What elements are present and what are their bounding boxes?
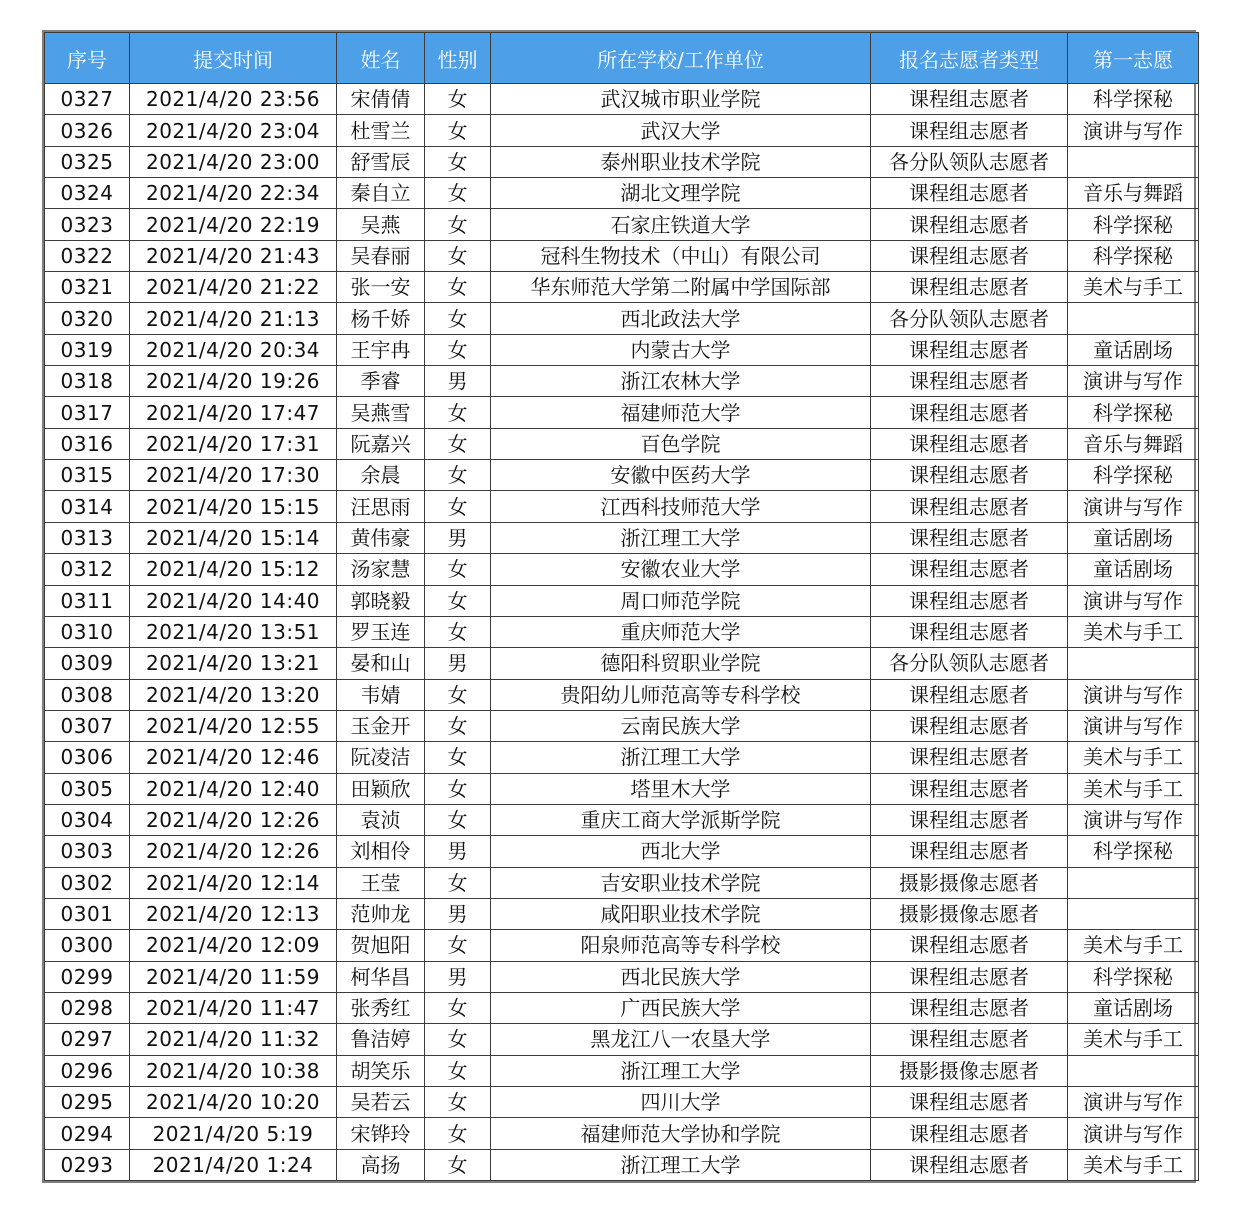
cell-volunteer-type: 课程组志愿者 <box>871 334 1068 365</box>
cell-id: 0316 <box>45 428 130 459</box>
cell-first-choice: 美术与手工 <box>1068 742 1199 773</box>
cell-name: 阮凌洁 <box>337 742 425 773</box>
cell-volunteer-type: 课程组志愿者 <box>871 992 1068 1023</box>
cell-gender: 女 <box>425 1024 491 1055</box>
cell-id: 0313 <box>45 522 130 553</box>
cell-gender: 女 <box>425 303 491 334</box>
cell-first-choice: 演讲与写作 <box>1068 366 1199 397</box>
cell-submit-time: 2021/4/20 12:14 <box>130 867 337 898</box>
header-name: 姓名 <box>337 33 425 84</box>
cell-id: 0306 <box>45 742 130 773</box>
cell-gender: 女 <box>425 84 491 115</box>
cell-id: 0298 <box>45 992 130 1023</box>
header-row <box>45 33 1199 84</box>
cell-first-choice <box>1068 146 1199 177</box>
cell-submit-time: 2021/4/20 10:20 <box>130 1087 337 1118</box>
cell-name: 田颖欣 <box>337 773 425 804</box>
cell-school: 重庆师范大学 <box>491 616 871 647</box>
table-row <box>45 648 1199 679</box>
cell-id: 0294 <box>45 1118 130 1149</box>
cell-name: 阮嘉兴 <box>337 428 425 459</box>
cell-name: 韦婧 <box>337 679 425 710</box>
cell-gender: 男 <box>425 366 491 397</box>
cell-school: 武汉城市职业学院 <box>491 84 871 115</box>
cell-name: 王宇冉 <box>337 334 425 365</box>
cell-first-choice: 美术与手工 <box>1068 1024 1199 1055</box>
cell-school: 福建师范大学 <box>491 397 871 428</box>
cell-gender: 女 <box>425 334 491 365</box>
cell-school: 湖北文理学院 <box>491 178 871 209</box>
cell-school: 浙江理工大学 <box>491 1149 871 1180</box>
cell-id: 0314 <box>45 491 130 522</box>
cell-school: 安徽中医药大学 <box>491 460 871 491</box>
cell-school: 西北大学 <box>491 836 871 867</box>
cell-volunteer-type: 课程组志愿者 <box>871 742 1068 773</box>
cell-name: 高扬 <box>337 1149 425 1180</box>
cell-name: 吴燕 <box>337 209 425 240</box>
table-row <box>45 742 1199 773</box>
cell-name: 舒雪辰 <box>337 146 425 177</box>
cell-school: 黑龙江八一农垦大学 <box>491 1024 871 1055</box>
table-row <box>45 710 1199 741</box>
cell-submit-time: 2021/4/20 23:56 <box>130 84 337 115</box>
cell-submit-time: 2021/4/20 12:46 <box>130 742 337 773</box>
cell-volunteer-type: 课程组志愿者 <box>871 804 1068 835</box>
cell-volunteer-type: 课程组志愿者 <box>871 1024 1068 1055</box>
cell-volunteer-type: 课程组志愿者 <box>871 460 1068 491</box>
cell-volunteer-type: 摄影摄像志愿者 <box>871 1055 1068 1086</box>
cell-volunteer-type: 课程组志愿者 <box>871 930 1068 961</box>
table-row <box>45 1024 1199 1055</box>
cell-volunteer-type: 课程组志愿者 <box>871 397 1068 428</box>
cell-first-choice: 科学探秘 <box>1068 209 1199 240</box>
table-row <box>45 522 1199 553</box>
cell-volunteer-type: 课程组志愿者 <box>871 961 1068 992</box>
cell-submit-time: 2021/4/20 15:15 <box>130 491 337 522</box>
cell-volunteer-type: 课程组志愿者 <box>871 84 1068 115</box>
volunteer-table-container <box>42 30 1196 1183</box>
cell-name: 刘相伶 <box>337 836 425 867</box>
cell-volunteer-type: 课程组志愿者 <box>871 240 1068 271</box>
cell-school: 塔里木大学 <box>491 773 871 804</box>
cell-id: 0304 <box>45 804 130 835</box>
cell-first-choice: 童话剧场 <box>1068 992 1199 1023</box>
cell-volunteer-type: 课程组志愿者 <box>871 1087 1068 1118</box>
cell-id: 0312 <box>45 554 130 585</box>
cell-submit-time: 2021/4/20 12:13 <box>130 898 337 929</box>
cell-school: 华东师范大学第二附属中学国际部 <box>491 272 871 303</box>
cell-volunteer-type: 课程组志愿者 <box>871 428 1068 459</box>
cell-name: 杨千娇 <box>337 303 425 334</box>
cell-gender: 女 <box>425 1087 491 1118</box>
cell-gender: 女 <box>425 1149 491 1180</box>
cell-first-choice: 美术与手工 <box>1068 930 1199 961</box>
cell-first-choice: 演讲与写作 <box>1068 679 1199 710</box>
cell-id: 0319 <box>45 334 130 365</box>
cell-id: 0315 <box>45 460 130 491</box>
cell-first-choice: 演讲与写作 <box>1068 491 1199 522</box>
cell-first-choice: 童话剧场 <box>1068 554 1199 585</box>
cell-gender: 女 <box>425 930 491 961</box>
table-body <box>45 84 1199 1181</box>
cell-gender: 女 <box>425 1118 491 1149</box>
cell-volunteer-type: 课程组志愿者 <box>871 585 1068 616</box>
cell-school: 德阳科贸职业学院 <box>491 648 871 679</box>
cell-gender: 男 <box>425 522 491 553</box>
cell-volunteer-type: 各分队领队志愿者 <box>871 146 1068 177</box>
cell-gender: 女 <box>425 240 491 271</box>
cell-volunteer-type: 课程组志愿者 <box>871 272 1068 303</box>
cell-submit-time: 2021/4/20 22:19 <box>130 209 337 240</box>
cell-name: 晏和山 <box>337 648 425 679</box>
cell-first-choice <box>1068 648 1199 679</box>
cell-name: 宋铧玲 <box>337 1118 425 1149</box>
header-gender: 性别 <box>425 33 491 84</box>
cell-school: 泰州职业技术学院 <box>491 146 871 177</box>
cell-id: 0300 <box>45 930 130 961</box>
cell-volunteer-type: 课程组志愿者 <box>871 491 1068 522</box>
cell-id: 0303 <box>45 836 130 867</box>
cell-gender: 女 <box>425 554 491 585</box>
cell-volunteer-type: 课程组志愿者 <box>871 679 1068 710</box>
cell-gender: 女 <box>425 178 491 209</box>
cell-name: 罗玉连 <box>337 616 425 647</box>
cell-first-choice: 音乐与舞蹈 <box>1068 178 1199 209</box>
cell-name: 宋倩倩 <box>337 84 425 115</box>
cell-submit-time: 2021/4/20 12:40 <box>130 773 337 804</box>
cell-id: 0309 <box>45 648 130 679</box>
cell-id: 0293 <box>45 1149 130 1180</box>
cell-first-choice <box>1068 1055 1199 1086</box>
cell-gender: 女 <box>425 710 491 741</box>
cell-first-choice: 美术与手工 <box>1068 272 1199 303</box>
cell-school: 内蒙古大学 <box>491 334 871 365</box>
table-row <box>45 992 1199 1023</box>
cell-first-choice: 演讲与写作 <box>1068 1118 1199 1149</box>
cell-first-choice: 科学探秘 <box>1068 836 1199 867</box>
cell-submit-time: 2021/4/20 21:22 <box>130 272 337 303</box>
table-row <box>45 898 1199 929</box>
cell-name: 吴春丽 <box>337 240 425 271</box>
header-id: 序号 <box>45 33 130 84</box>
cell-name: 范帅龙 <box>337 898 425 929</box>
cell-gender: 女 <box>425 397 491 428</box>
cell-id: 0322 <box>45 240 130 271</box>
cell-submit-time: 2021/4/20 11:32 <box>130 1024 337 1055</box>
cell-gender: 男 <box>425 961 491 992</box>
cell-gender: 女 <box>425 992 491 1023</box>
cell-first-choice: 音乐与舞蹈 <box>1068 428 1199 459</box>
header-first-choice: 第一志愿 <box>1068 33 1199 84</box>
cell-volunteer-type: 各分队领队志愿者 <box>871 648 1068 679</box>
cell-name: 季睿 <box>337 366 425 397</box>
table-row <box>45 585 1199 616</box>
cell-school: 武汉大学 <box>491 115 871 146</box>
cell-id: 0297 <box>45 1024 130 1055</box>
table-row <box>45 867 1199 898</box>
cell-school: 百色学院 <box>491 428 871 459</box>
table-row <box>45 616 1199 647</box>
cell-gender: 女 <box>425 679 491 710</box>
cell-submit-time: 2021/4/20 1:24 <box>130 1149 337 1180</box>
cell-submit-time: 2021/4/20 12:26 <box>130 804 337 835</box>
cell-school: 浙江农林大学 <box>491 366 871 397</box>
cell-gender: 女 <box>425 115 491 146</box>
table-row <box>45 1118 1199 1149</box>
cell-school: 浙江理工大学 <box>491 1055 871 1086</box>
cell-submit-time: 2021/4/20 13:20 <box>130 679 337 710</box>
cell-submit-time: 2021/4/20 15:14 <box>130 522 337 553</box>
cell-volunteer-type: 课程组志愿者 <box>871 178 1068 209</box>
cell-id: 0296 <box>45 1055 130 1086</box>
table-row <box>45 1055 1199 1086</box>
cell-id: 0325 <box>45 146 130 177</box>
cell-name: 余晨 <box>337 460 425 491</box>
cell-school: 四川大学 <box>491 1087 871 1118</box>
table-row <box>45 460 1199 491</box>
cell-gender: 女 <box>425 272 491 303</box>
cell-submit-time: 2021/4/20 17:47 <box>130 397 337 428</box>
cell-gender: 男 <box>425 648 491 679</box>
cell-name: 汪思雨 <box>337 491 425 522</box>
cell-gender: 女 <box>425 773 491 804</box>
cell-name: 黄伟豪 <box>337 522 425 553</box>
cell-first-choice <box>1068 867 1199 898</box>
table-row <box>45 1087 1199 1118</box>
cell-school: 云南民族大学 <box>491 710 871 741</box>
table-row <box>45 240 1199 271</box>
cell-gender: 女 <box>425 209 491 240</box>
cell-first-choice: 童话剧场 <box>1068 522 1199 553</box>
cell-gender: 男 <box>425 898 491 929</box>
cell-volunteer-type: 摄影摄像志愿者 <box>871 898 1068 929</box>
table-row <box>45 804 1199 835</box>
table-row <box>45 178 1199 209</box>
cell-submit-time: 2021/4/20 15:12 <box>130 554 337 585</box>
cell-volunteer-type: 课程组志愿者 <box>871 1118 1068 1149</box>
cell-first-choice: 美术与手工 <box>1068 773 1199 804</box>
cell-submit-time: 2021/4/20 5:19 <box>130 1118 337 1149</box>
table-row <box>45 397 1199 428</box>
cell-name: 张秀红 <box>337 992 425 1023</box>
table-row <box>45 84 1199 115</box>
cell-id: 0320 <box>45 303 130 334</box>
cell-volunteer-type: 课程组志愿者 <box>871 773 1068 804</box>
table-header <box>45 33 1199 84</box>
cell-school: 广西民族大学 <box>491 992 871 1023</box>
cell-id: 0305 <box>45 773 130 804</box>
table-row <box>45 272 1199 303</box>
cell-first-choice: 演讲与写作 <box>1068 710 1199 741</box>
cell-submit-time: 2021/4/20 12:26 <box>130 836 337 867</box>
cell-submit-time: 2021/4/20 20:34 <box>130 334 337 365</box>
cell-school: 吉安职业技术学院 <box>491 867 871 898</box>
cell-school: 安徽农业大学 <box>491 554 871 585</box>
cell-submit-time: 2021/4/20 21:43 <box>130 240 337 271</box>
cell-school: 咸阳职业技术学院 <box>491 898 871 929</box>
cell-school: 江西科技师范大学 <box>491 491 871 522</box>
cell-school: 贵阳幼儿师范高等专科学校 <box>491 679 871 710</box>
cell-name: 张一安 <box>337 272 425 303</box>
cell-submit-time: 2021/4/20 13:51 <box>130 616 337 647</box>
table-row <box>45 209 1199 240</box>
cell-volunteer-type: 课程组志愿者 <box>871 115 1068 146</box>
cell-id: 0299 <box>45 961 130 992</box>
cell-id: 0307 <box>45 710 130 741</box>
table-row <box>45 366 1199 397</box>
cell-volunteer-type: 课程组志愿者 <box>871 616 1068 647</box>
table-row <box>45 303 1199 334</box>
cell-id: 0302 <box>45 867 130 898</box>
cell-name: 吴燕雪 <box>337 397 425 428</box>
cell-submit-time: 2021/4/20 22:34 <box>130 178 337 209</box>
cell-first-choice: 演讲与写作 <box>1068 585 1199 616</box>
cell-submit-time: 2021/4/20 17:30 <box>130 460 337 491</box>
cell-volunteer-type: 摄影摄像志愿者 <box>871 867 1068 898</box>
cell-gender: 女 <box>425 1055 491 1086</box>
cell-id: 0310 <box>45 616 130 647</box>
cell-first-choice: 科学探秘 <box>1068 460 1199 491</box>
cell-first-choice: 演讲与写作 <box>1068 804 1199 835</box>
cell-school: 西北民族大学 <box>491 961 871 992</box>
table-row <box>45 773 1199 804</box>
cell-first-choice: 演讲与写作 <box>1068 1087 1199 1118</box>
cell-id: 0308 <box>45 679 130 710</box>
cell-first-choice: 科学探秘 <box>1068 397 1199 428</box>
cell-first-choice: 科学探秘 <box>1068 240 1199 271</box>
cell-name: 汤家慧 <box>337 554 425 585</box>
cell-name: 秦自立 <box>337 178 425 209</box>
table-row <box>45 146 1199 177</box>
cell-first-choice: 科学探秘 <box>1068 961 1199 992</box>
cell-submit-time: 2021/4/20 17:31 <box>130 428 337 459</box>
cell-name: 袁浈 <box>337 804 425 835</box>
cell-gender: 女 <box>425 742 491 773</box>
cell-first-choice <box>1068 898 1199 929</box>
cell-first-choice: 演讲与写作 <box>1068 115 1199 146</box>
cell-volunteer-type: 课程组志愿者 <box>871 710 1068 741</box>
cell-gender: 女 <box>425 804 491 835</box>
header-volunteer-type: 报名志愿者类型 <box>871 33 1068 84</box>
cell-submit-time: 2021/4/20 14:40 <box>130 585 337 616</box>
table-row <box>45 930 1199 961</box>
cell-volunteer-type: 课程组志愿者 <box>871 209 1068 240</box>
cell-submit-time: 2021/4/20 19:26 <box>130 366 337 397</box>
cell-id: 0311 <box>45 585 130 616</box>
cell-school: 石家庄铁道大学 <box>491 209 871 240</box>
cell-school: 阳泉师范高等专科学校 <box>491 930 871 961</box>
table-row <box>45 1149 1199 1180</box>
cell-submit-time: 2021/4/20 11:59 <box>130 961 337 992</box>
cell-name: 郭晓毅 <box>337 585 425 616</box>
table-row <box>45 491 1199 522</box>
cell-school: 冠科生物技术（中山）有限公司 <box>491 240 871 271</box>
header-submit-time: 提交时间 <box>130 33 337 84</box>
cell-volunteer-type: 课程组志愿者 <box>871 836 1068 867</box>
cell-volunteer-type: 课程组志愿者 <box>871 366 1068 397</box>
cell-submit-time: 2021/4/20 23:00 <box>130 146 337 177</box>
cell-name: 杜雪兰 <box>337 115 425 146</box>
cell-first-choice: 科学探秘 <box>1068 84 1199 115</box>
table-row <box>45 836 1199 867</box>
cell-first-choice <box>1068 303 1199 334</box>
cell-name: 柯华昌 <box>337 961 425 992</box>
cell-name: 贺旭阳 <box>337 930 425 961</box>
cell-submit-time: 2021/4/20 12:09 <box>130 930 337 961</box>
cell-id: 0321 <box>45 272 130 303</box>
table-row <box>45 428 1199 459</box>
cell-school: 西北政法大学 <box>491 303 871 334</box>
cell-first-choice: 美术与手工 <box>1068 1149 1199 1180</box>
table-row <box>45 961 1199 992</box>
cell-school: 福建师范大学协和学院 <box>491 1118 871 1149</box>
cell-gender: 女 <box>425 428 491 459</box>
cell-id: 0326 <box>45 115 130 146</box>
cell-submit-time: 2021/4/20 10:38 <box>130 1055 337 1086</box>
cell-name: 吴若云 <box>337 1087 425 1118</box>
cell-id: 0301 <box>45 898 130 929</box>
table-row <box>45 679 1199 710</box>
cell-submit-time: 2021/4/20 23:04 <box>130 115 337 146</box>
cell-first-choice: 童话剧场 <box>1068 334 1199 365</box>
table-row <box>45 115 1199 146</box>
cell-first-choice: 美术与手工 <box>1068 616 1199 647</box>
table-row <box>45 554 1199 585</box>
cell-gender: 女 <box>425 585 491 616</box>
cell-id: 0323 <box>45 209 130 240</box>
cell-name: 胡笑乐 <box>337 1055 425 1086</box>
cell-gender: 女 <box>425 616 491 647</box>
cell-school: 周口师范学院 <box>491 585 871 616</box>
cell-volunteer-type: 课程组志愿者 <box>871 554 1068 585</box>
table-row <box>45 334 1199 365</box>
cell-gender: 女 <box>425 460 491 491</box>
cell-submit-time: 2021/4/20 12:55 <box>130 710 337 741</box>
cell-school: 浙江理工大学 <box>491 742 871 773</box>
cell-submit-time: 2021/4/20 21:13 <box>130 303 337 334</box>
cell-volunteer-type: 课程组志愿者 <box>871 522 1068 553</box>
cell-name: 玉金开 <box>337 710 425 741</box>
cell-school: 重庆工商大学派斯学院 <box>491 804 871 835</box>
cell-name: 王莹 <box>337 867 425 898</box>
cell-id: 0318 <box>45 366 130 397</box>
cell-volunteer-type: 各分队领队志愿者 <box>871 303 1068 334</box>
cell-submit-time: 2021/4/20 13:21 <box>130 648 337 679</box>
cell-id: 0295 <box>45 1087 130 1118</box>
cell-school: 浙江理工大学 <box>491 522 871 553</box>
cell-name: 鲁洁婷 <box>337 1024 425 1055</box>
cell-volunteer-type: 课程组志愿者 <box>871 1149 1068 1180</box>
cell-id: 0317 <box>45 397 130 428</box>
header-school: 所在学校/工作单位 <box>491 33 871 84</box>
volunteer-table <box>44 32 1199 1181</box>
cell-submit-time: 2021/4/20 11:47 <box>130 992 337 1023</box>
cell-id: 0324 <box>45 178 130 209</box>
cell-gender: 女 <box>425 867 491 898</box>
cell-gender: 男 <box>425 836 491 867</box>
cell-gender: 女 <box>425 491 491 522</box>
cell-gender: 女 <box>425 146 491 177</box>
cell-id: 0327 <box>45 84 130 115</box>
